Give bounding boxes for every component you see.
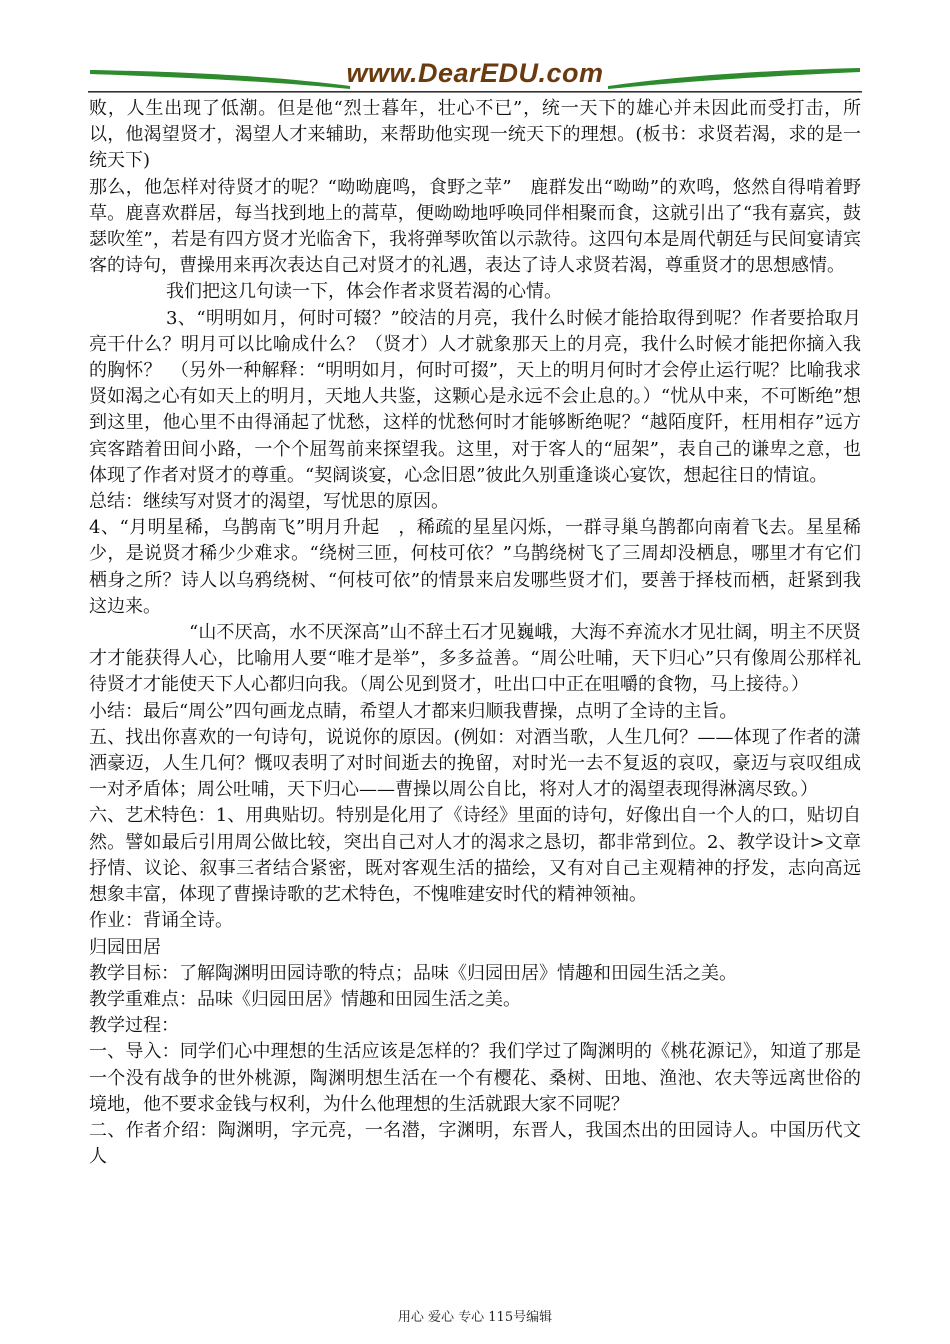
paragraph: 一、导入：同学们心中理想的生活应该是怎样的？我们学过了陶渊明的《桃花源记》，知道了那是一个没有战争的世外桃源，陶渊明想生活在一个有樱花、桑树、田地、渔池、农夫等远离世俗的境地，他不要求金钱与权利，为什么他理想的生活就跟大家不同呢？ xyxy=(89,1041,861,1115)
paragraph: “山不厌高，水不厌深高”山不辞土石才见巍峨，大海不弃流水才见壮阔，明主不厌贤才才能获得人心，比喻用人要“唯才是举”，多多益善。“周公吐哺，天下归心”只有像周公那样礼待贤才才能使天下人心都归向我。（周公见到贤才，吐出口中正在咀嚼的食物，马上接待。） xyxy=(89,622,861,696)
paragraph: 教学目标：了解陶渊明田园诗歌的特点；品味《归园田居》情趣和田园生活之美。 xyxy=(89,962,737,984)
site-logo[interactable]: www.DearEDU.com xyxy=(346,58,604,88)
paragraph: 二、作者介绍：陶渊明，字元亮，一名潜，字渊明，东晋人，我国杰出的田园诗人。中国历代文人 xyxy=(89,1119,861,1168)
paragraph: 那么，他怎样对待贤才的呢？“呦呦鹿鸣，食野之苹” 鹿群发出“呦呦”的欢鸣，悠然自得啃着野草。鹿喜欢群居，每当找到地上的蒿草，便呦呦地呼唤同伴相聚而食，这就引出了“我有嘉宾，鼓瑟吹笙”，若是有四方贤才光临舍下，我将弹琴吹笛以示款待。这四句本是周代朝廷与民间宴请宾客的诗句，曹操用来再次表达自己对贤才的礼遇，表达了诗人求贤若渴，尊重贤才的思想感情。 xyxy=(89,176,861,277)
site-header-banner xyxy=(88,58,862,98)
paragraph: 六、艺术特色：1、用典贴切。特别是化用了《诗经》里面的诗句，好像出自一个人的口，贴切自然。譬如最后引用周公做比较，突出自己对人才的渴求之恳切，都非常到位。2、教学设计>文章抒情、议论、叙事三者结合紧密，既对客观生活的描绘，又有对自己主观精神的抒发，志向高远想象丰富，体现了曹操诗歌的艺术特色，不愧唯建安时代的精神领袖。 xyxy=(89,805,861,906)
paragraph: 总结：继续写对贤才的渴望，写忧思的原因。 xyxy=(89,491,449,513)
section-title: 归园田居 xyxy=(89,936,161,958)
paragraph: 4、“月明星稀，乌鹊南飞”明月升起 ，稀疏的星星闪烁，一群寻巢乌鹊都向南着飞去。星星稀少，是说贤才稀少少难求。“绕树三匝，何枝可依？”乌鹊绕树飞了三周却没栖息，哪里才有它们栖身之所？诗人以乌鸦绕树、“何枝可依”的情景来启发哪些贤才们，要善于择枝而栖，赶紧到我这边来。 xyxy=(89,517,861,617)
paragraph: 作业：背诵全诗。 xyxy=(89,910,233,932)
paragraph: 败，人生出现了低潮。但是他“烈士暮年，壮心不已”，统一天下的雄心并未因此而受打击，所以，他渴望贤才，渴望人才来辅助，来帮助他实现一统天下的理想。(板书：求贤若渴，求的是一统天下) xyxy=(89,98,861,172)
document-body xyxy=(89,96,861,1170)
paragraph: 3、“明明如月，何时可辍？”皎洁的月亮，我什么时候才能拾取得到呢？作者要拾取月亮干什么？明月可以比喻成什么？（贤才）人才就象那天上的月亮，我什么时候才能把你摘入我的胸怀？ （另外一种解释：“明明如月，何时可掇”，天上的明月何时才会停止运行呢？比喻我求贤如渴之心有如天上的明月，天地人共鉴，这颗心是永远不会止息的。）“忧从中来，不可断绝”想到这里，他心里不由得涌起了忧愁，这样的忧愁何时才能够断绝呢？“越陌度阡，枉用相存”远方宾客踏着田间小路，一个个屈驾前来探望我。这里，对于客人的“屈架”，表自己的谦卑之意，也体现了作者对贤才的尊重。“契阔谈宴，心念旧恩”彼此久别重逢谈心宴饮，想起往日的情谊。 xyxy=(89,307,861,486)
page-footer: 用心 爱心 专心 115号编辑 xyxy=(397,1310,553,1325)
paragraph: 小结：最后“周公”四句画龙点睛，希望人才都来归顺我曹操，点明了全诗的主旨。 xyxy=(89,700,738,722)
paragraph: 五、找出你喜欢的一句诗句，说说你的原因。(例如：对酒当歌，人生几何？——体现了作者的潇洒豪迈，人生几何？慨叹表明了对时间逝去的挽留，对时光一去不复返的哀叹，豪迈与哀叹组成一对矛盾体；周公吐哺，天下归心——曹操以周公自比，将对人才的渴望表现得淋漓尽致。） xyxy=(89,726,861,801)
paragraph: 教学过程： xyxy=(89,1015,179,1037)
paragraph: 我们把这几句读一下，体会作者求贤若渴的心情。 xyxy=(166,281,562,303)
paragraph: 教学重难点：品味《归园田居》情趣和田园生活之美。 xyxy=(89,988,521,1010)
